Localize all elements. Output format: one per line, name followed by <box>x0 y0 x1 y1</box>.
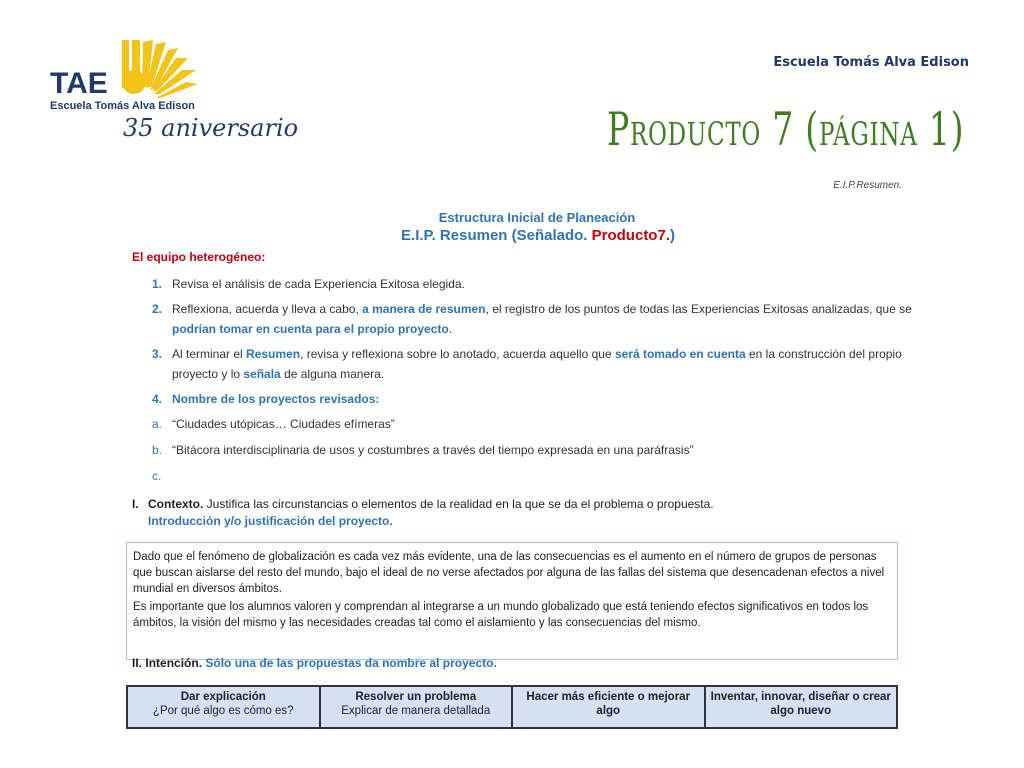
sun-logo-icon <box>48 36 308 166</box>
school-name: Escuela Tomás Alva Edison <box>773 55 969 70</box>
context-paragraph-1: Dado que el fenómeno de globalización es cada vez más evidente, una de las consecuencias es el aumento en el número de grupos de personas que buscan aislarse del resto del mundo, bajo el ideal de no verse afectados por alguna de las fallas del sistema que desencadenan efectos a nivel mundial en diversos ámbitos. <box>133 551 885 595</box>
project-item <box>152 414 912 434</box>
steps-list <box>152 274 912 491</box>
step-text: Revisa el análisis de cada Experiencia Exitosa elegida. <box>172 277 465 291</box>
page-heading: Producto 7 (página 1) <box>606 102 964 156</box>
option-heading: Hacer más eficiente o mejorar algo <box>526 691 691 717</box>
context-text: Justifica las circunstancias o elementos de la realidad en la que se da el problema o propuesta. <box>203 497 714 511</box>
project-item <box>152 440 912 460</box>
step-text: Al terminar el Resumen, revisa y reflexiona sobre lo anotado, acuerda aquello que será tomado en cuenta en la construcción del propio proyecto y lo señala de alguna manera. <box>172 347 902 381</box>
list-item <box>152 344 912 384</box>
option-cell <box>320 686 513 728</box>
option-subtext: ¿Por qué algo es cómo es? <box>152 705 294 717</box>
school-logo <box>48 36 308 166</box>
context-label: Contexto. <box>148 497 204 511</box>
context-paragraph-2: Es importante que los alumnos valoren y comprendan al integrarse a un mundo globalizado que está teniendo efectos significativos en todos los ámbitos, la visión del mismo y las necesidades creadas tal como el aislamiento y las consecuencias del mismo. <box>133 601 869 629</box>
document-title <box>0 210 1024 244</box>
step-number: 2. <box>152 302 163 316</box>
team-heading: El equipo heterogéneo: <box>132 250 266 264</box>
options-row <box>127 686 897 728</box>
option-heading: Inventar, innovar, diseñar o crear algo nuevo <box>710 691 891 717</box>
project-letter: b. <box>152 443 163 457</box>
list-item <box>152 299 912 339</box>
title-line-1: Estructura Inicial de Planeación <box>438 210 636 225</box>
intention-text: Sólo una de las propuestas da nombre al proyecto. <box>205 656 497 670</box>
eip-label: E.I.P.Resumen. <box>833 180 902 191</box>
context-text-box <box>126 542 898 660</box>
intention-label: Intención. <box>145 656 203 670</box>
project-name: “Ciudades utópicas… Ciudades efímeras” <box>172 417 395 431</box>
option-cell <box>127 686 320 728</box>
context-subtitle: Introducción y/o justificación del proyecto. <box>148 514 393 528</box>
context-section <box>132 496 714 530</box>
intention-section <box>132 656 497 670</box>
step-number: 1. <box>152 277 163 291</box>
step-text: Reflexiona, acuerda y lleva a cabo, a manera de resumen, el registro de los puntos de todas las Experiencias Exitosas analizadas, que se podrían tomar en cuenta para el propio proyecto. <box>172 302 912 336</box>
logo-text: TAE <box>50 67 108 100</box>
step-text: Nombre de los proyectos revisados: <box>172 392 380 406</box>
option-heading: Resolver un problema <box>355 691 477 703</box>
title-line-2: E.I.P. Resumen (Señalado. Producto7.) <box>401 227 675 244</box>
intention-numeral: II. <box>132 656 143 670</box>
option-cell <box>512 686 705 728</box>
logo-caption: Escuela Tomás Alva Edison <box>50 100 195 112</box>
option-cell <box>705 686 898 728</box>
project-item <box>152 466 912 486</box>
step-number: 3. <box>152 347 163 361</box>
option-subtext: Explicar de manera detallada <box>341 705 491 717</box>
list-item <box>152 274 912 294</box>
project-letter: c. <box>152 469 162 483</box>
project-name: “Bitácora interdisciplinaria de usos y costumbres a través del tiempo expresada en una paráfrasis” <box>172 443 694 457</box>
project-name <box>172 466 912 486</box>
project-letter: a. <box>152 417 163 431</box>
step-number: 4. <box>152 392 163 406</box>
list-item <box>152 389 912 409</box>
option-heading: Dar explicación <box>180 691 266 703</box>
context-numeral: I. <box>132 497 139 511</box>
intention-options-table <box>126 685 898 729</box>
anniversary-mark: 35 aniversario <box>123 114 299 142</box>
